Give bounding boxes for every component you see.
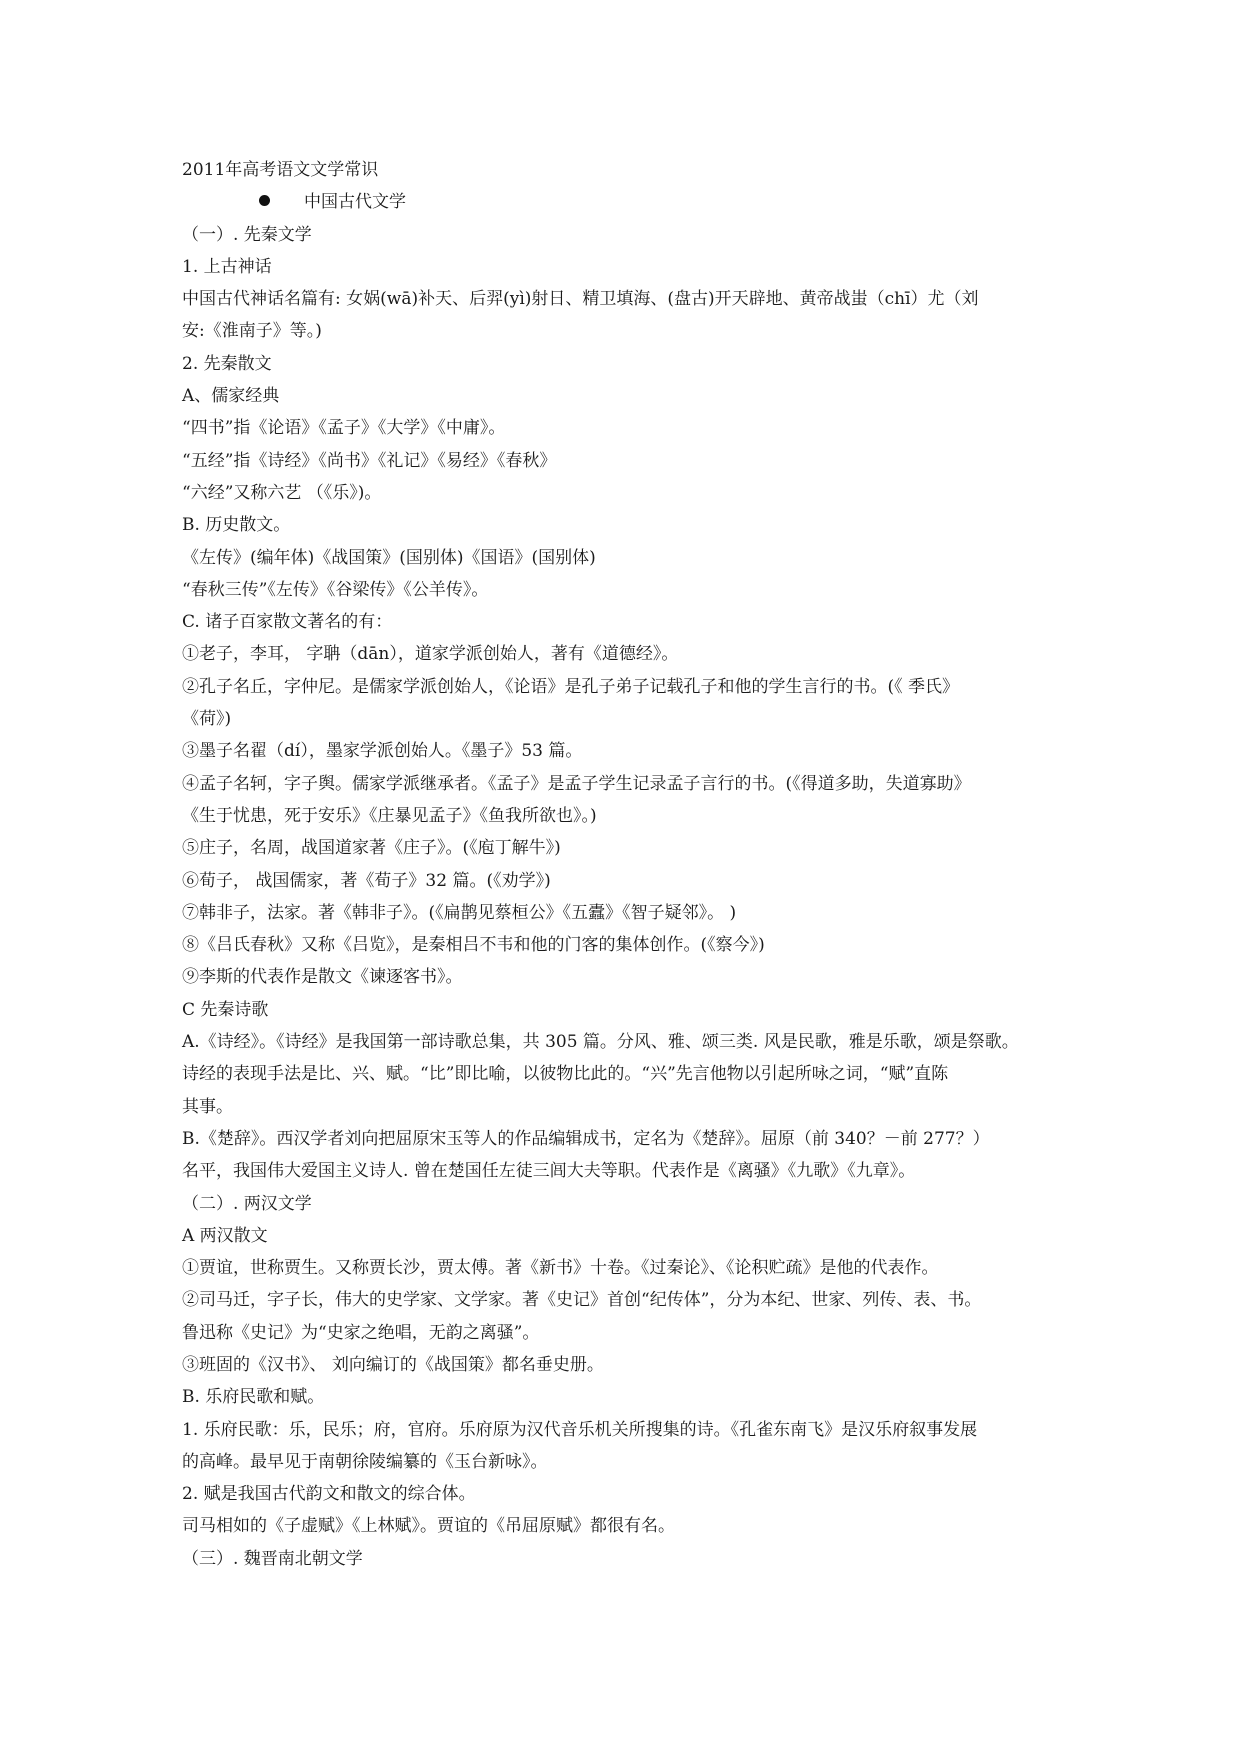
text-line: A 两汉散文 <box>182 1225 268 1246</box>
document-body <box>182 154 1062 1575</box>
text-line: B. 历史散文。 <box>182 515 291 536</box>
text-line: 安:《淮南子》等。) <box>182 321 322 342</box>
text-line: ⑧《吕氏春秋》又称《吕览》，是秦相吕不韦和他的门客的集体创作。(《察今》) <box>182 935 765 956</box>
text-line: B. 乐府民歌和赋。 <box>182 1387 325 1408</box>
text-line: ③班固的《汉书》、 刘向编订的《战国策》都名垂史册。 <box>182 1354 604 1375</box>
text-line: “春秋三传”《左传》《谷梁传》《公羊传》。 <box>182 579 489 600</box>
text-line: 2. 赋是我国古代韵文和散文的综合体。 <box>182 1484 476 1505</box>
text-line: ⑥荀子， 战国儒家，著《荀子》32 篇。(《劝学》) <box>182 870 551 891</box>
text-line: ①贾谊，世称贾生。又称贾长沙，贾太傅。著《新书》十卷。《过秦论》、《论积贮疏》是他的代表作。 <box>182 1258 939 1279</box>
document-title: 2011年高考语文文学常识 <box>182 160 379 180</box>
text-line: （三）. 魏晋南北朝文学 <box>182 1548 363 1569</box>
text-line: 《荷》) <box>182 709 232 730</box>
text-line: ③墨子名翟（dí），墨家学派创始人。《墨子》53 篇。 <box>182 741 583 762</box>
text-line: 1. 上古神话 <box>182 256 272 277</box>
text-line: ⑨李斯的代表作是散文《谏逐客书》。 <box>182 967 463 988</box>
bullet-item <box>182 186 1062 218</box>
text-line: ④孟子名轲，字子舆。儒家学派继承者。《孟子》是孟子学生记录孟子言行的书。(《得道多助，失道寡助》 <box>182 773 971 794</box>
text-line: 其事。 <box>182 1096 233 1117</box>
text-line: 2. 先秦散文 <box>182 353 272 374</box>
text-line: B.《楚辞》。西汉学者刘向把屈原宋玉等人的作品编辑成书，定名为《楚辞》。屈原（前 340？－前 277？） <box>182 1128 990 1149</box>
text-line: A.《诗经》。《诗经》是我国第一部诗歌总集，共 305 篇。分风、雅、颂三类. 风是民歌，雅是乐歌，颂是祭歌。 <box>182 1032 1019 1053</box>
bullet-heading: 中国古代文学 <box>304 192 406 213</box>
bullet-icon <box>259 195 270 206</box>
text-line: 中国古代神话名篇有: 女娲(wā)补天、后羿(yì)射日、精卫填海、(盘古)开天辟地、黄帝战蚩（chī）尤（刘 <box>182 289 979 310</box>
text-line: （二）. 两汉文学 <box>182 1193 312 1214</box>
text-line: 名平，我国伟大爱国主义诗人. 曾在楚国任左徒三闾大夫等职。代表作是《离骚》《九歌》《九章》。 <box>182 1161 916 1182</box>
text-line: ⑦韩非子，法家。著《韩非子》。(《扁鹊见蔡桓公》《五蠹》《智子疑邻》。 ) <box>182 902 737 923</box>
text-line: “六经”又称六艺 （《乐》)。 <box>182 482 382 503</box>
text-line: 司马相如的《子虚赋》《上林赋》。贾谊的《吊屈原赋》都很有名。 <box>182 1516 675 1537</box>
text-line: A、儒家经典 <box>182 386 280 407</box>
text-line: C 先秦诗歌 <box>182 999 269 1020</box>
text-line: 《生于忧患，死于安乐》《庄暴见孟子》《鱼我所欲也》。) <box>182 805 597 826</box>
text-line: ①老子，李耳， 字聃（dān），道家学派创始人，著有《道德经》。 <box>182 644 679 665</box>
text-line: 《左传》(编年体)《战国策》(国别体)《国语》(国别体) <box>182 547 596 568</box>
text-line: 鲁迅称《史记》为“史家之绝唱，无韵之离骚”。 <box>182 1322 540 1343</box>
text-line: “四书”指《论语》《孟子》《大学》《中庸》。 <box>182 418 506 439</box>
text-line: 1. 乐府民歌：乐，民乐；府，官府。乐府原为汉代音乐机关所搜集的诗。《孔雀东南飞》是汉乐府叙事发展 <box>182 1419 978 1440</box>
text-line: C. 诸子百家散文著名的有： <box>182 612 393 633</box>
text-line: （一）. 先秦文学 <box>182 224 312 245</box>
text-line: “五经”指《诗经》《尚书》《礼记》《易经》《春秋》 <box>182 450 557 471</box>
text-line: ②司马迁，字子长，伟大的史学家、文学家。著《史记》首创“纪传体”，分为本纪、世家、列传、表、书。 <box>182 1290 982 1311</box>
text-line: 诗经的表现手法是比、兴、赋。“比”即比喻，以彼物比此的。“兴”先言他物以引起所咏之词，“赋”直陈 <box>182 1064 949 1085</box>
text-line: ②孔子名丘，字仲尼。是儒家学派创始人，《论语》是孔子弟子记载孔子和他的学生言行的书。(《 季氏》 <box>182 676 960 697</box>
text-line: 的高峰。最早见于南朝徐陵编纂的《玉台新咏》。 <box>182 1451 548 1472</box>
text-lines <box>182 219 1062 1575</box>
text-line: ⑤庄子，名周，战国道家著《庄子》。(《庖丁解牛》) <box>182 838 561 859</box>
